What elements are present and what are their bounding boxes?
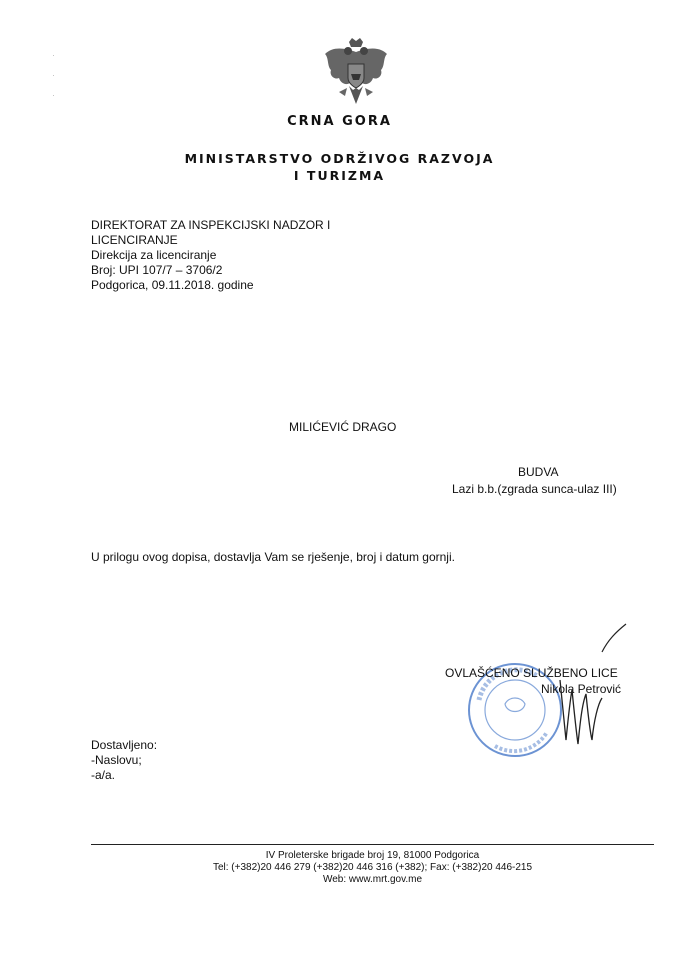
footer-address: IV Proleterske brigade broj 19, 81000 Podgorica [265, 850, 480, 861]
letter-body: U prilogu ovog dopisa, dostavlja Vam se rješenje, broj i datum gornji. [91, 550, 455, 564]
recipient-name: MILIĆEVIĆ DRAGO [289, 420, 397, 434]
signatory-title: OVLAŠĆENO SLUŽBENO LICE [445, 666, 618, 680]
directorate-line-1: DIREKTORAT ZA INSPEKCIJSKI NADZOR I [91, 218, 331, 232]
ministry-line-1: MINISTARSTVO ODRŽIVOG RAZVOJA [184, 151, 495, 166]
handwritten-signature-icon [542, 620, 642, 760]
footer [91, 850, 654, 886]
document-header [91, 218, 330, 293]
directorate-line-2: LICENCIRANJE [91, 233, 178, 247]
ministry-line-2: I TURIZMA [293, 168, 386, 183]
distribution-item: -Naslovu; [91, 753, 142, 767]
distribution-label: Dostavljeno: [91, 738, 158, 752]
footer-web: Web: www.mrt.gov.me [322, 874, 423, 885]
footer-divider [91, 844, 654, 845]
distribution-list [91, 738, 157, 783]
place-and-date: Podgorica, 09.11.2018. godine [91, 278, 254, 292]
footer-phones: Tel: (+382)20 446 279 (+382)20 446 316 (+382); Fax: (+382)20 446-215 [212, 862, 533, 873]
recipient-city: BUDVA [518, 465, 559, 479]
recipient-address: Lazi b.b.(zgrada sunca-ulaz III) [452, 482, 617, 496]
division-name: Direkcija za licenciranje [91, 248, 217, 262]
reference-number: Broj: UPI 107/7 – 3706/2 [91, 263, 223, 277]
signatory-name: Nikola Petrović [541, 682, 622, 696]
ministry-name [0, 150, 679, 184]
distribution-item: -a/a. [91, 768, 116, 782]
scan-margin-marks: · · · [52, 50, 55, 100]
coat-of-arms-icon [323, 38, 389, 108]
country-name: CRNA GORA [287, 114, 392, 129]
